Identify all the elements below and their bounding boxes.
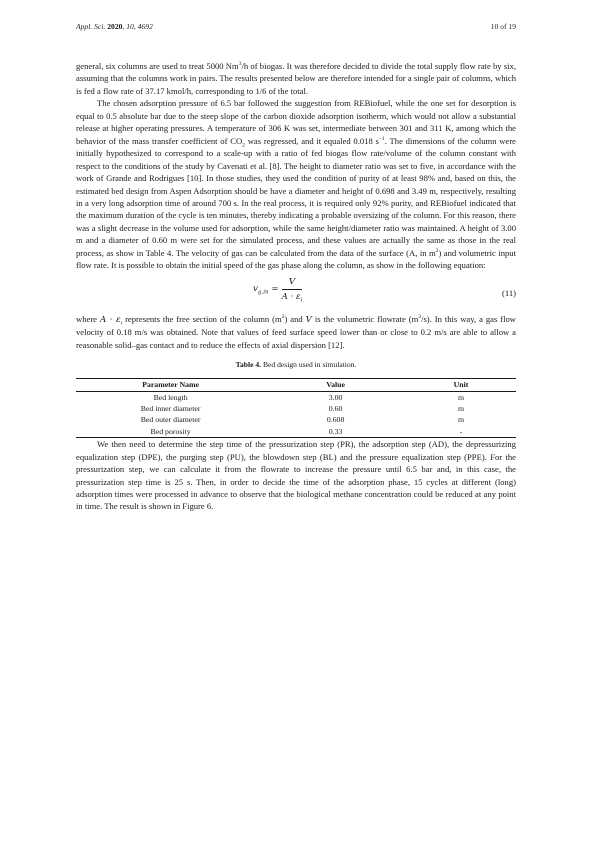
equation-fraction: $\frac{V}{A \cdot \varepsilon_i}$: [281, 276, 303, 304]
equation-expression: $v_{g,in}$ = $\frac{V}{A \cdot \varepsilon_i}$: [253, 276, 303, 304]
table-header-row: [76, 378, 516, 391]
table-cell: 0.60: [328, 403, 343, 413]
table-cell: 0.608: [326, 415, 345, 425]
table-cell: m: [457, 415, 465, 425]
page-number: 10 of 19: [490, 22, 516, 31]
table-cell: Bed porosity: [76, 426, 265, 438]
column-header: Unit: [406, 378, 516, 391]
bed-design-table: [76, 378, 516, 439]
column-header: Parameter Name: [76, 378, 265, 391]
paragraph-1: general, six columns are used to treat 5000 Nm$^3$/h of biogas. It was therefore decided to divide the total supply flow rate by six, assuming that the columns work in pairs. The results presented below are therefore intended for a single pair of columns, which is fed a flow rate of 37.17 kmol/h, corresponding to 1/6 of the total.: [76, 61, 516, 96]
table-cell: Bed inner diameter: [140, 403, 201, 413]
table-cell: 3.00: [328, 392, 343, 402]
table-cell: 0.33: [265, 426, 406, 438]
journal-citation: Appl. Sci. 2020, 10, 4692: [76, 22, 153, 31]
article-body: [76, 60, 516, 513]
table-row: [76, 403, 516, 414]
paragraph-3: where $A \cdot \varepsilon_i$ represents the free section of the column $(m^2)$ and V is the volumetric flowrate $(m^3/s)$. In this way, a gas flow velocity of 0.18 m/s was obtained. Note that values of feed surface speed lower than or close to 0.2 m/s are able to allow a reasonable solid–gas contact and to reduce the effects of axial dispersion [12].: [76, 313, 516, 350]
table-caption: Table 4. Bed design used in simulation.: [235, 360, 357, 370]
equation-11: [76, 276, 516, 310]
equation-number: (11): [502, 287, 516, 298]
table-row: [76, 426, 516, 438]
table-cell: -: [406, 426, 516, 438]
page-header: [76, 22, 516, 34]
table-cell: m: [457, 392, 465, 402]
table-cell: Bed length: [153, 392, 188, 402]
column-header: Value: [265, 378, 406, 391]
table-row: [76, 391, 516, 403]
table-row: [76, 414, 516, 425]
table-cell: Bed outer diameter: [140, 415, 201, 425]
paragraph-4: We then need to determine the step time of the pressurization step (PR), the adsorption step (AD), the depressurizing equalization step (DPE), the purging step (PU), the blowdown step (BL) and the pressure equalization step (PPE). For the pressurization step, we can calculate it from the flowrate to increase the pressure until 6.5 bar and, in this case, the pressurization step time is 25 s. Then, in order to decide the time of the adsorption phase, 15 cycles at different (long) adsorption times were processed in advance to observe that the biological methane concentration could be reduced at any point in time. The result is shown in Figure 6.: [76, 439, 516, 512]
table-cell: m: [457, 403, 465, 413]
paragraph-2: The chosen adsorption pressure of 6.5 bar followed the suggestion from REBiofuel, while the one set for desorption is equal to 0.5 absolute bar due to the steep slope of the carbon dioxide adsorption isotherm, which would not allow a substantial release at higher operating pressures. A temperature of 306 K was set, intermediate between 301 and 311 K, among which the behavior of the mass transfer coefficient of $CO_2$ was regressed, and it equaled 0.018 $s^{-1}$. The dimensions of the column were initially hypothesized to correspond to a scale-up with a ratio of fed biogas flow rate/volume of the column constant with respect to the conditions of the study by Cavenati et al. [8]. The height to diameter ratio was set to five, in accordance with the work of Grande and Rodrigues [10]. In those studies, they used the condition of purity of at least 98% and, based on this, the estimated bed design from Aspen Adsorption should be have a diameter and height of 0.698 and 3.49 m, respectively, resulting in a very long adsorption time of around 700 s. In the real process, it is required only 92% purity, and REBiofuel indicated that the maximum duration of the cycle is ten minutes, thereby indicating a probable oversizing of the column. For this reason, there was a slight decrease in the volume used for adsorption, while the same height/diameter ratio was maintained. A height of 3.00 m and a diameter of 0.60 m were set for the simulated process, and these values are actually the same as those in the real process, as show in Table 4. The velocity of gas can be calculated from the data of the surface (A, in $m^2$) and volumetric input flow rate. It is possible to obtain the initial speed of the gas phase along the column, as show in the following equation:: [76, 98, 516, 271]
